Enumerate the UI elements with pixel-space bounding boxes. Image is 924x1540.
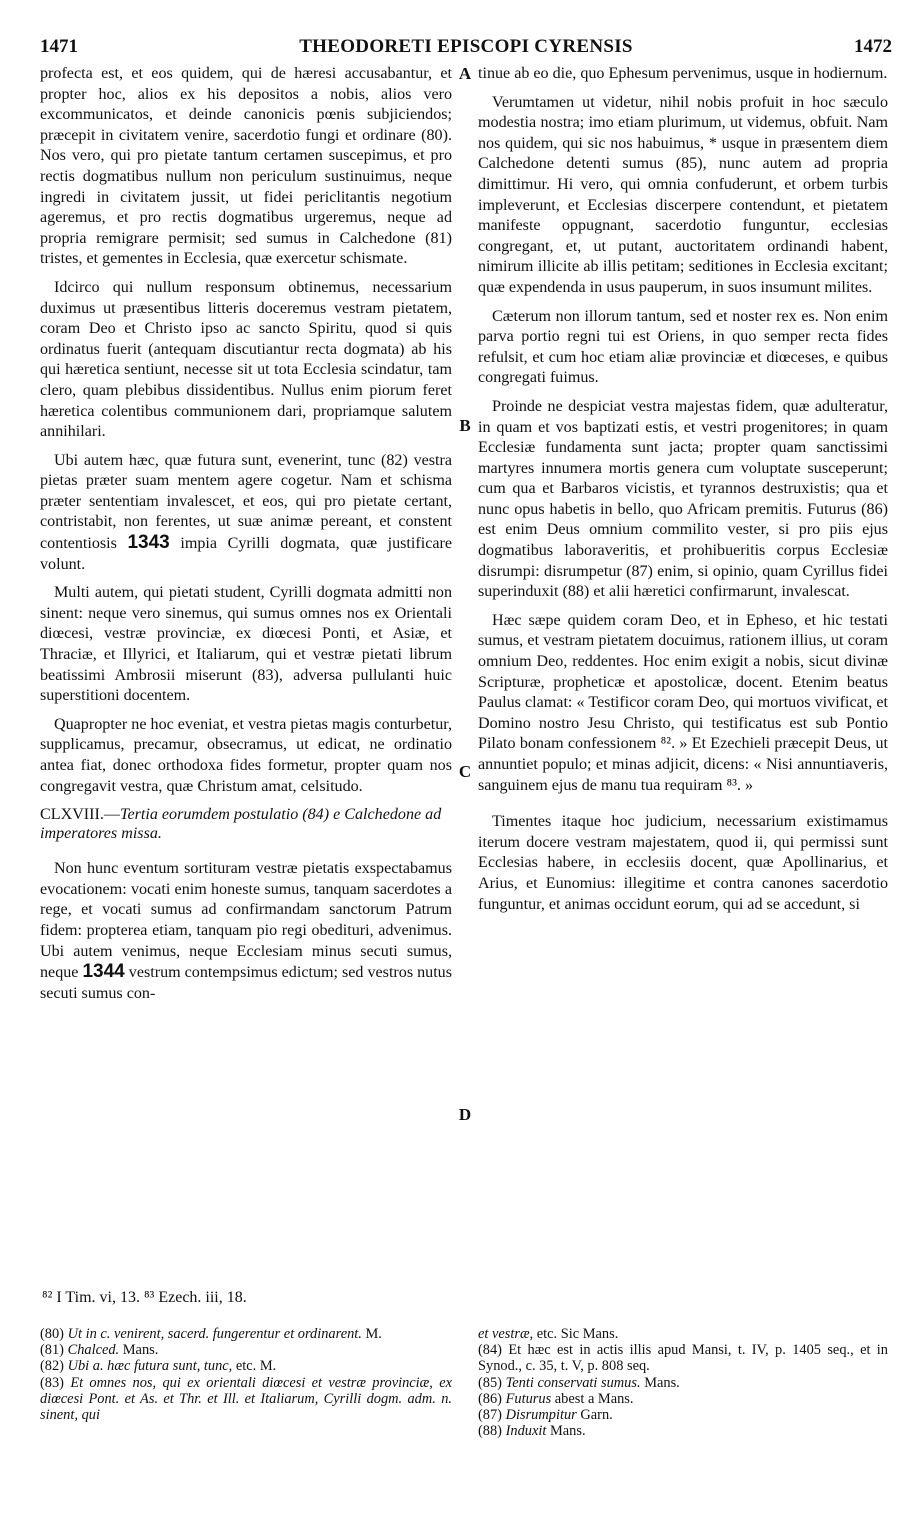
scripture-references: ⁸² I Tim. vi, 13. ⁸³ Ezech. iii, 18. xyxy=(42,1289,247,1306)
footnote-source: etc. M. xyxy=(235,1358,277,1375)
right-paragraph-5: Hæc sæpe quidem coram Deo, et in Epheso, et hic testati sumus, et vestram pietatem docuimus, rationem illius, ut coram omnium Deo, reddentes. Hoc enim exigit a nobis, sicut divinæ Scripturæ, propheticæ et apostolicæ, docent. Etenim beatus Paulus clamat: « Testificor coram Deo, qui mortuos vivificat, et Domino nostro Jesu Christo, qui testificatus est sub Pontio Pilato bonam confessionem ⁸². » Et Ezechieli præcepit Deus, ut annuntiet populo; et minas adjicit, dicens: « Nisi annuntiaveris, sanguinem ejus de manu tua requiram ⁸³. » xyxy=(478,611,888,794)
footnotes-left xyxy=(40,1326,452,1423)
chapter-number: CLXVIII.— xyxy=(40,806,121,824)
right-paragraph-4: Proinde ne despiciat vestra majestas fidem, quæ adulteratur, in quam et vos baptizati estis, et vestri progenitores; in quam Ecclesiæ fundamenta sunt jacta; propter quam sanctissimi martyres innumera mortis genera cum voluptate susceperunt; cum qua et Barbaros vicistis, et tyrannos destruxistis; qua et nunc opus habetis in bello, quo Africam premitis. Futurus (86) est enim Deus omnium commilito vester, si pro piis ejus dogmatibus laboraveritis, et prohibueritis corpus Ecclesiæ disrumpi: disrumpetur (87) enim, si opinio, quam Cyrillus fidei superinduxit (88) et alii hæretici confirmarunt, invalescat. xyxy=(478,397,888,601)
margin-letter-d: D xyxy=(458,1105,472,1124)
footnote-text: Futurus xyxy=(505,1390,552,1407)
chapter-title: Tertia eorumdem postulatio (84) e Calchedone ad imperatores missa. xyxy=(40,806,442,843)
footnote-number: (82) xyxy=(40,1358,64,1375)
footnote-81 xyxy=(40,1342,452,1358)
footnote-text: Ut in c. venirent, sacerd. fungerentur et ordinarent. xyxy=(67,1326,362,1342)
running-title: THEODORETI EPISCOPI CYRENSIS xyxy=(299,36,633,57)
right-paragraph-3: Cæterum non illorum tantum, sed et noster rex es. Non enim parva portio regni tui est Oriens, in quo semper recta fides refulsit, et cum hoc etiam aliæ provinciæ et diœceses, e quibus congregati fuimus. xyxy=(478,307,888,387)
footnote-86 xyxy=(478,1391,888,1407)
migne-column-number-1343: 1343 xyxy=(127,532,170,554)
footnotes-right xyxy=(478,1326,888,1439)
right-paragraph-1: tinue ab eo die, quo Ephesum pervenimus, usque in hodiernum. xyxy=(478,65,888,82)
page-number-right: 1472 xyxy=(854,36,892,57)
left-paragraph-1: profecta est, et eos quidem, qui de hæresi accusabantur, et propter hoc, alios ex his depositos a nobis, alios vero excommunicatos, et deinde canonicis pœnis subjiciendos; præcepit in civitatem venire, sacerdotio fungi et ordinare (80). Nos vero, qui pro pietate tantum certamen suscepimus, et pro rectis dogmatibus nullum non periculum sustinuimus, neque ingredi in civitatem jussit, ut fidei periclitantis negotium ageremus, et pro rectis dogmatibus urgeremus, neque ad propria remigrare permisit; sed sumus in Calchedone (81) tristes, et gementes in Ecclesia, quæ exercetur schismate. xyxy=(40,65,452,268)
left-paragraph-3-text-b: impia Cyrilli dogmata, quæ justificare volunt. xyxy=(40,535,452,573)
footnote-source: abest a Mans. xyxy=(554,1390,634,1407)
footnote-text: et vestræ, xyxy=(478,1326,534,1342)
left-paragraph-2: Idcirco qui nullum responsum obtinemus, necessarium duximus ut præsentibus litteris doceremus vestram pietatem, coram Deo et Christo ipso ac sancto Spiritu, quod si quis ordinatus fuerit (antequam discutiantur recta dogmata) ab his qui hæretica sentiunt, necesse sit ut tota Ecclesia scindatur, tam clero, quam plebibus dissidentibus. Nullus enim piorum feret hæretica colentibus communionem dari, propriamque salutem annihilari. xyxy=(40,278,452,441)
footnote-83-continued xyxy=(478,1326,888,1342)
footnote-text: Et omnes nos, qui ex orientali diœcesi et vestræ provinciæ, ex diœcesi Pont. et As. et Thr. et Ill. et Italiarum, Cyrilli dogm. adm. n. sinent, qui xyxy=(40,1374,452,1424)
footnote-number: (83) xyxy=(40,1374,64,1391)
chapter-heading xyxy=(40,805,452,843)
margin-letter-b: B xyxy=(459,416,471,435)
footnote-85 xyxy=(478,1375,888,1391)
footnote-source: Mans. xyxy=(644,1374,680,1391)
footnote-84: (84) Et hæc est in actis illis apud Mansi, t. IV, p. 1405 seq., et in Synod., c. 35, t. V, p. 808 seq. xyxy=(478,1342,888,1375)
footnote-source: M. xyxy=(365,1326,382,1342)
footnote-83 xyxy=(40,1375,452,1424)
footnote-source: Mans. xyxy=(122,1342,159,1359)
migne-column-number-1344: 1344 xyxy=(82,961,125,983)
footnote-text: Tenti conservati sumus. xyxy=(505,1374,641,1391)
left-paragraph-6-text-b: vestrum contempsimus edictum; sed vestros nutus secuti sumus con- xyxy=(40,964,452,1002)
margin-letter-a: A xyxy=(458,64,472,83)
left-paragraph-6-text-a: Non hunc eventum sortituram vestræ pietatis exspectabamus evocationem: vocati enim honeste sumus, tanquam sacerdotes a rege, et vocati sumus ad confirmandam sanctorum Patrum fidem: propterea etiam, tanquam pio regi obedituri, advenimus. Ubi autem venimus, neque Ecclesiam minus secuti sumus, neque xyxy=(40,860,452,982)
left-paragraph-4: Multi autem, qui pietati student, Cyrilli dogmata admitti non sinent: neque vero sinemus, qui sumus omnes nos ex Orientali diœcesi, vestræ provinciæ, ex diœcesi Ponti, et Asiæ, et Thraciæ, et Illyrici, et Italiarum, qui et vestræ pietati librum beatissimi Ambrosii miserunt (83), adversa pullulanti huic superstitioni docentem. xyxy=(40,584,452,705)
footnote-text: Disrumpitur xyxy=(505,1407,577,1424)
left-paragraph-3 xyxy=(40,451,452,576)
footnote-87 xyxy=(478,1407,888,1423)
right-column xyxy=(478,64,888,915)
footnote-text: Ubi a. hæc futura sunt, tunc, xyxy=(67,1358,233,1375)
footnote-number: (80) xyxy=(40,1326,64,1342)
right-paragraph-2: Verumtamen ut videtur, nihil nobis profuit in hoc sæculo modestia nostra; imo etiam plurimum, ut videmus, obfuit. Nam nos quidem, qui sic nos habuimus, * usque in præsentem diem Calchedone detenti sumus (85), nunc autem ad propria dimittimur. Hi vero, qui omnia confuderunt, et orbem turbis impleverunt, et Ecclesias discerpere contendunt, et pietatem manifeste oppugnant, sacerdotio funguntur, ecclesias congregant, et, ut putant, auctoritatem ordinandi habent, nimirum illicite ab illis petitam; seditiones in Ecclesia excitant; quæ expendenda in usus pauperum, in suos insumunt milites. xyxy=(478,93,888,296)
left-paragraph-5: Quapropter ne hoc eveniat, et vestra pietas magis conturbetur, supplicamus, precamur, obsecramus, ut edicat, ne ordinatio antea fiat, donec orthodoxa fides formetur, propter quam nos congregavit vestra, quæ Christum amat, celsitudo. xyxy=(40,715,452,795)
footnote-number: (85) xyxy=(478,1374,502,1391)
running-header xyxy=(40,36,892,62)
footnote-88 xyxy=(478,1423,888,1439)
footnote-source: Mans. xyxy=(549,1423,586,1440)
footnote-source: etc. Sic Mans. xyxy=(536,1326,619,1342)
footnote-source: Garn. xyxy=(580,1407,613,1424)
page-number-left: 1471 xyxy=(40,36,78,57)
footnote-number: (87) xyxy=(478,1407,502,1424)
right-paragraph-6: Timentes itaque hoc judicium, necessarium existimamus iterum docere vestram majestatem, quod ii, qui permissi sunt Ecclesias habere, in ecclesiis docent, quæ Apollinarius, et Arius, et Eunomius: illegitime et contra canones sacerdotio funguntur, et animas occidunt eorum, qui ad se accedunt, si xyxy=(478,813,888,913)
left-paragraph-3-text-a: Ubi autem hæc, quæ futura sunt, evenerint, tunc (82) vestra pietas præter suam mentem agere cogetur. Nam et schisma præter sententiam invalescet, et eos, qui pro pietate certant, contristabit, non ferentes, ut suæ animæ pereant, et constent contentiosis xyxy=(40,451,452,553)
footnote-text: Induxit xyxy=(505,1423,547,1440)
footnote-number: (88) xyxy=(478,1423,502,1440)
footnote-text: Chalced. xyxy=(67,1342,120,1359)
footnote-number: (86) xyxy=(478,1390,502,1407)
left-column xyxy=(40,64,452,1004)
left-paragraph-6 xyxy=(40,859,452,1004)
footnote-82 xyxy=(40,1358,452,1374)
footnote-number: (81) xyxy=(40,1342,64,1359)
margin-letter-c: C xyxy=(458,762,472,781)
footnote-80 xyxy=(40,1326,452,1342)
